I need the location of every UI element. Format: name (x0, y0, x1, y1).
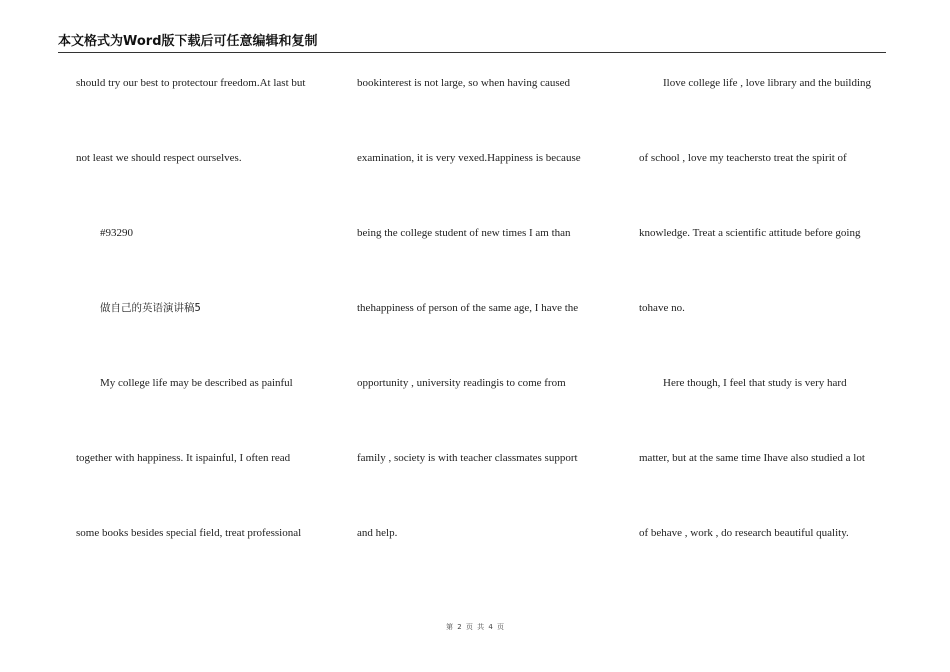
text-line: bookinterest is not large, so when having caused (357, 77, 571, 89)
text-line: matter, but at the same time Ihave also studied a lot (639, 452, 865, 464)
text-line: and help. (357, 527, 398, 539)
text-line: examination, it is very vexed.Happiness is because (357, 152, 581, 164)
text-line: tohave no. (639, 302, 685, 314)
text-line: not least we should respect ourselves. (76, 152, 242, 164)
section-heading: 做自己的英语演讲稿5 (100, 302, 201, 314)
text-line: together with happiness. It ispainful, I often read (76, 452, 291, 464)
text-line: opportunity , university readingis to come from (357, 377, 566, 389)
text-line: being the college student of new times I am than (357, 227, 571, 239)
text-line: My college life may be described as painful (100, 377, 293, 389)
page-header (58, 34, 886, 53)
header-title: 本文格式为Word版下载后可任意编辑和复制 (58, 34, 318, 49)
text-line: Here though, I feel that study is very hard (663, 377, 847, 389)
text-line: should try our best to protectour freedom.At last but (76, 77, 306, 89)
text-line: Ilove college life , love library and the building (663, 77, 872, 89)
text-line: of behave , work , do research beautiful quality. (639, 527, 849, 539)
text-line: thehappiness of person of the same age, I have the (357, 302, 579, 314)
text-line: knowledge. Treat a scientific attitude before going (639, 227, 861, 239)
text-line: some books besides special field, treat professional (76, 527, 302, 539)
section-id: #93290 (100, 227, 133, 239)
page-number-footer: 第 2 页 共 4 页 (445, 623, 505, 631)
text-line: family , society is with teacher classmates support (357, 452, 578, 464)
text-line: of school , love my teachersto treat the spirit of (639, 152, 847, 164)
